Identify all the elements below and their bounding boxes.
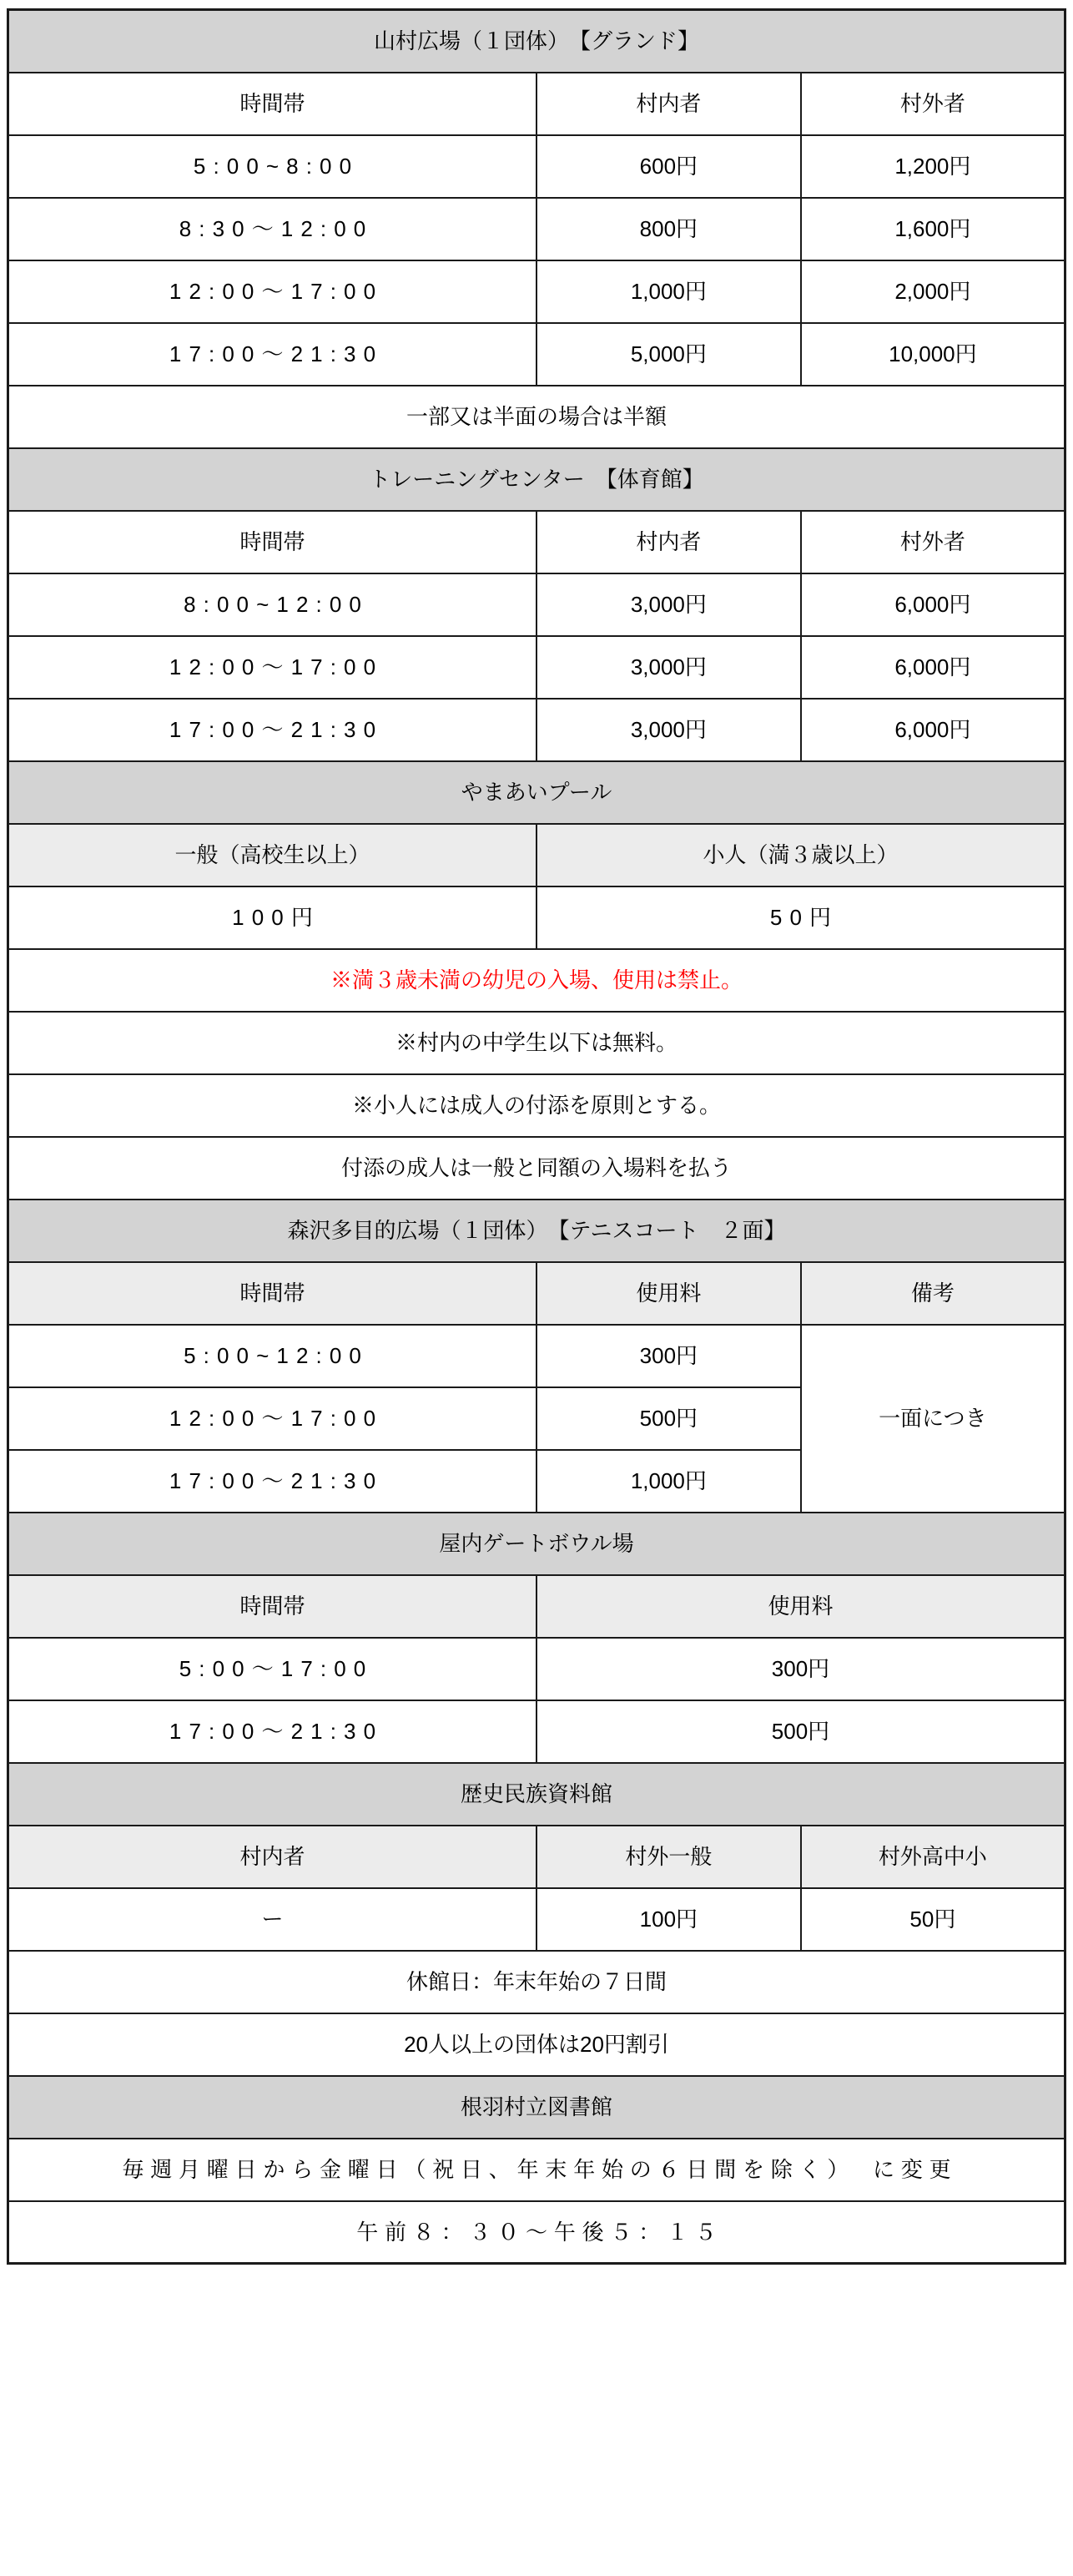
section-title-yamamura-plaza: 山村広場（１団体） 【グランド】 [8,10,1065,73]
column-header-time-slot: 時間帯 [8,73,537,135]
facility-fee-table [7,8,1066,2265]
fee-cell: 50円 [801,1888,1065,1951]
time-slot-cell: 17:00～21:30 [8,699,537,761]
time-slot-cell: 5:00～17:00 [8,1638,537,1700]
time-slot-cell: 12:00～17:00 [8,1387,537,1450]
fee-cell: 500円 [536,1700,1065,1763]
fee-cell: 300円 [536,1638,1065,1700]
time-slot-cell: 8:00~12:00 [8,573,537,636]
note-library-hours: 午前８：３０～午後５：１５ [8,2201,1065,2264]
fee-cell: 3,000円 [536,636,801,699]
time-slot-cell: 5:00~12:00 [8,1325,537,1387]
column-header-non-villager-adult: 村外一般 [536,1826,801,1888]
time-slot-cell: 17:00～21:30 [8,1700,537,1763]
section-title-morisawa-plaza: 森沢多目的広場（１団体） 【テニスコート ２面】 [8,1200,1065,1262]
section-title-history-museum: 歴史民族資料館 [8,1763,1065,1826]
column-header-villager: 村内者 [536,511,801,573]
time-slot-cell: 12:00～17:00 [8,260,537,323]
fee-cell-dash: ー [8,1888,537,1951]
fee-cell: 800円 [536,198,801,260]
time-slot-cell: 5:00~8:00 [8,135,537,198]
time-slot-cell: 12:00～17:00 [8,636,537,699]
note-closed-days: 休館日：年末年始の７日間 [8,1951,1065,2013]
fee-cell: 6,000円 [801,573,1065,636]
column-header-child: 小人（満３歳以上） [536,824,1065,886]
fee-cell: 6,000円 [801,699,1065,761]
column-header-usage-fee: 使用料 [536,1575,1065,1638]
note-infant-prohibited: ※満３歳未満の幼児の入場、使用は禁止。 [8,949,1065,1012]
fee-cell: 100円 [536,1888,801,1951]
time-slot-cell: 17:00～21:30 [8,323,537,386]
section-title-neba-library: 根羽村立図書館 [8,2076,1065,2139]
fee-cell: 1,000円 [536,1450,801,1513]
column-header-time-slot: 時間帯 [8,1575,537,1638]
column-header-villager: 村内者 [8,1826,537,1888]
note-child-escort: ※小人には成人の付添を原則とする。 [8,1074,1065,1137]
fee-cell: 300円 [536,1325,801,1387]
fee-cell: 6,000円 [801,636,1065,699]
section-title-training-center: トレーニングセンター 【体育館】 [8,448,1065,511]
note-library-open-days: 毎週月曜日から金曜日（祝日、年末年始の６日間を除く） に変更 [8,2139,1065,2201]
note-half-price: 一部又は半面の場合は半額 [8,386,1065,448]
note-escort-fee: 付添の成人は一般と同額の入場料を払う [8,1137,1065,1200]
column-header-non-villager-student: 村外高中小 [801,1826,1065,1888]
fee-cell: 10,000円 [801,323,1065,386]
column-header-non-villager: 村外者 [801,511,1065,573]
fee-cell-child: 50円 [536,886,1065,949]
fee-cell: 600円 [536,135,801,198]
fee-cell-adult: 100円 [8,886,537,949]
fee-cell: 2,000円 [801,260,1065,323]
note-group-discount: 20人以上の団体は20円割引 [8,2013,1065,2076]
section-title-yamaai-pool: やまあいプール [8,761,1065,824]
column-header-time-slot: 時間帯 [8,1262,537,1325]
remark-per-court-cell: 一面につき [801,1325,1065,1513]
fee-cell: 1,000円 [536,260,801,323]
fee-cell: 1,200円 [801,135,1065,198]
column-header-villager: 村内者 [536,73,801,135]
note-junior-free: ※村内の中学生以下は無料。 [8,1012,1065,1074]
fee-cell: 3,000円 [536,573,801,636]
section-title-indoor-gateball: 屋内ゲートボウル場 [8,1513,1065,1575]
column-header-non-villager: 村外者 [801,73,1065,135]
column-header-time-slot: 時間帯 [8,511,537,573]
fee-cell: 5,000円 [536,323,801,386]
time-slot-cell: 8:30～12:00 [8,198,537,260]
column-header-usage-fee: 使用料 [536,1262,801,1325]
fee-cell: 500円 [536,1387,801,1450]
fee-cell: 3,000円 [536,699,801,761]
time-slot-cell: 17:00～21:30 [8,1450,537,1513]
column-header-remarks: 備考 [801,1262,1065,1325]
column-header-adult: 一般（高校生以上） [8,824,537,886]
fee-cell: 1,600円 [801,198,1065,260]
